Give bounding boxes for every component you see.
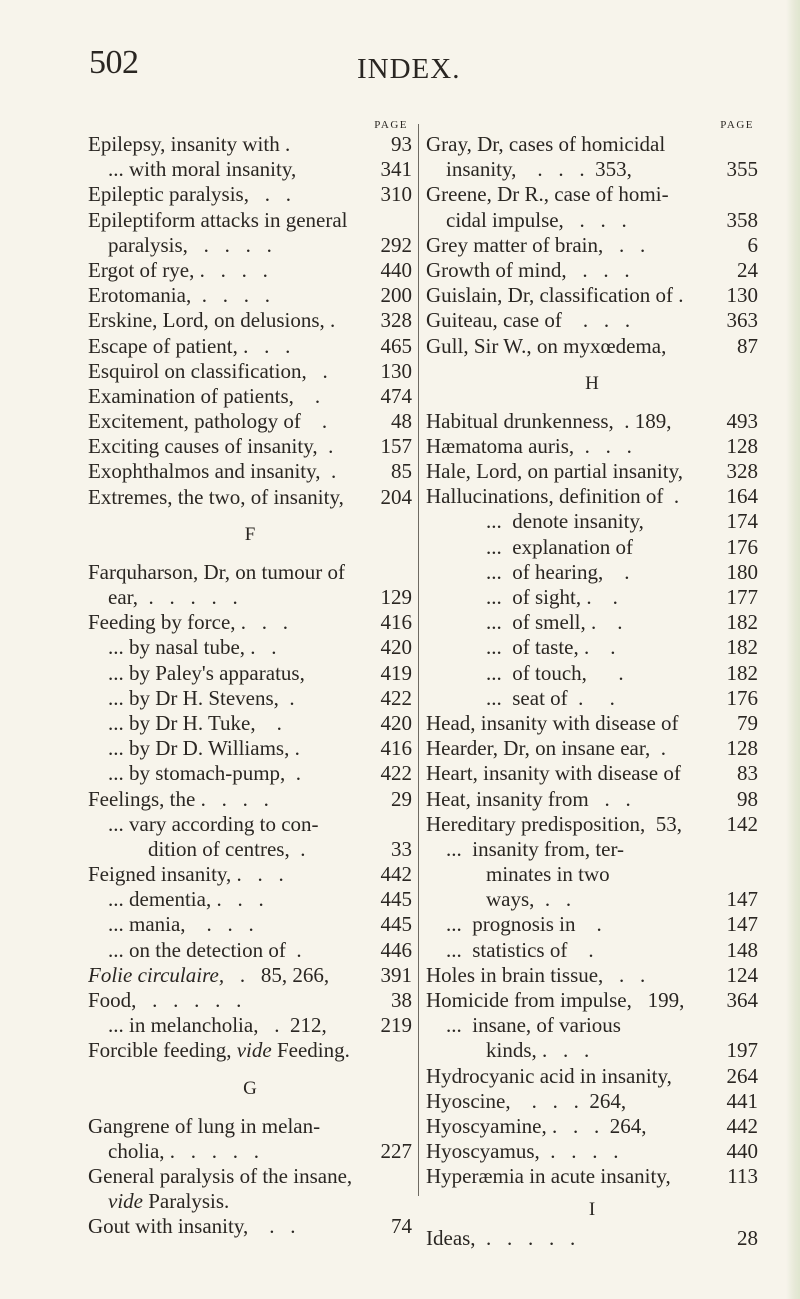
index-entry — [88, 182, 412, 207]
cross-reference-target: Feeding. — [271, 1038, 350, 1063]
entry-page-number: 422 — [380, 685, 412, 710]
entry-page-number — [408, 1114, 412, 1139]
entry-page-number: 148 — [726, 937, 758, 962]
entry-text — [88, 1189, 408, 1214]
entry-page-number: 174 — [726, 509, 758, 534]
entry-text: Habitual drunkenness, . 189, — [426, 408, 672, 433]
index-entry — [426, 1064, 758, 1089]
entry-text: ... in melancholia, . 212, — [108, 1013, 327, 1038]
index-entry — [426, 661, 758, 686]
entry-page-number: 328 — [380, 308, 412, 333]
entry-text: Hallucinations, definition of . — [426, 484, 680, 509]
index-entry — [426, 560, 758, 585]
entry-text: Hyoscyamus, . . . . — [426, 1139, 619, 1164]
entry-text: Excitement, pathology of . — [88, 409, 328, 434]
entry-page-number: 328 — [726, 459, 758, 484]
page-number: 502 — [89, 44, 139, 81]
entry-page-number: 358 — [726, 207, 758, 232]
entry-page-number: 441 — [726, 1088, 758, 1113]
index-entry — [88, 736, 412, 761]
entry-page-number: 147 — [726, 912, 758, 937]
entry-text: kinds, . . . — [486, 1038, 590, 1063]
entry-page-number: 128 — [726, 433, 758, 458]
entry-page-number — [408, 208, 412, 233]
index-entry — [88, 560, 412, 585]
entry-text: Greene, Dr R., case of homi- — [426, 182, 669, 207]
entry-page-number: 128 — [726, 736, 758, 761]
entry-text: Heat, insanity from . . — [426, 786, 631, 811]
index-entry — [88, 812, 412, 837]
entry-text: Farquharson, Dr, on tumour of — [88, 559, 345, 584]
entry-page-number: 177 — [726, 585, 758, 609]
entry-text: Gangrene of lung in melan- — [88, 1113, 321, 1138]
index-entry — [426, 535, 758, 560]
entry-page-number: 416 — [380, 736, 412, 761]
entry-text: Homicide from impulse, 199, — [426, 988, 685, 1012]
entry-page-number: 442 — [726, 1113, 758, 1138]
entry-text: paralysis, . . . . — [108, 232, 272, 257]
entry-text: Extremes, the two, of insanity, — [88, 484, 344, 509]
entry-page-number: 474 — [380, 383, 412, 408]
entry-page-number: 445 — [380, 912, 412, 937]
entry-text: Feeding by force, . . . — [88, 610, 289, 635]
entry-page-number: 182 — [726, 660, 758, 685]
entry-page-number: 38 — [391, 988, 412, 1012]
index-entry — [88, 661, 412, 686]
entry-text: ... denote insanity, — [486, 509, 644, 534]
index-entry — [426, 484, 758, 509]
entry-text: ... by Dr H. Stevens, . — [108, 685, 295, 710]
entry-page-number: 310 — [380, 182, 412, 207]
entry-page-number: 363 — [726, 308, 758, 333]
entry-page-number: 341 — [380, 157, 412, 182]
index-entry — [88, 434, 412, 459]
entry-text: Esquirol on classification, . — [88, 358, 328, 383]
entry-text: Epileptiform attacks in general — [88, 207, 348, 232]
entry-text: Exophthalmos and insanity, . — [88, 459, 337, 484]
entry-text: ... prognosis in . — [446, 912, 602, 937]
entry-page-number: 87 — [737, 333, 758, 358]
entry-text: Feigned insanity, . . . — [88, 862, 284, 887]
entry-text: ... of touch, . — [486, 660, 624, 685]
index-entry — [88, 485, 412, 510]
entry-page-number: 29 — [391, 786, 412, 811]
entry-page-number: 164 — [726, 484, 758, 509]
entry-text: ... of hearing, . — [486, 559, 630, 584]
index-entry — [88, 157, 412, 182]
entry-text: ... by nasal tube, . . — [108, 635, 277, 660]
entry-page-number: 420 — [380, 635, 412, 660]
index-entry — [426, 233, 758, 258]
entry-text: Hyoscyamine, . . . 264, — [426, 1113, 647, 1138]
entry-page-number — [408, 1164, 412, 1189]
index-entry — [88, 1139, 412, 1164]
index-entry — [426, 1139, 758, 1164]
index-entry — [88, 308, 412, 333]
entry-page-number — [754, 862, 758, 887]
index-entry — [426, 585, 758, 610]
entry-page-number: 130 — [726, 283, 758, 308]
index-entry — [426, 812, 758, 837]
entry-page-number: 142 — [726, 811, 758, 836]
entry-text: Exciting causes of insanity, . — [88, 434, 334, 459]
entry-text: ear, . . . . . — [108, 585, 238, 609]
entry-page-number: 24 — [737, 257, 758, 282]
entry-page-number: 83 — [737, 761, 758, 786]
index-entry — [88, 585, 412, 610]
entry-text: ... with moral insanity, — [108, 157, 297, 182]
entry-page-number: 355 — [726, 157, 758, 182]
index-entry — [88, 912, 412, 937]
index-entry — [88, 761, 412, 786]
entry-page-number: 416 — [380, 610, 412, 635]
index-entry — [88, 862, 412, 887]
entry-text: ... vary according to con- — [108, 811, 319, 836]
index-entry — [426, 887, 758, 912]
entry-text: Erskine, Lord, on delusions, . — [88, 308, 336, 333]
index-entry — [88, 1189, 412, 1214]
entry-text: Erotomania, . . . . — [88, 283, 270, 308]
index-entry — [88, 258, 412, 283]
entry-text: Growth of mind, . . . — [426, 257, 630, 282]
index-entry — [426, 963, 758, 988]
index-column-right — [426, 118, 758, 1251]
entry-text: minates in two — [486, 862, 610, 887]
index-entry — [426, 409, 758, 434]
index-entry — [426, 182, 758, 207]
entry-text: Gray, Dr, cases of homicidal — [426, 132, 666, 156]
running-head: INDEX. — [357, 53, 461, 85]
section-letter: I — [588, 1198, 596, 1220]
index-entry — [426, 610, 758, 635]
cross-reference-target: Paralysis. — [142, 1189, 230, 1214]
entry-text: ... on the detection of . — [108, 937, 302, 962]
index-entry — [426, 862, 758, 887]
entry-text: Guislain, Dr, classification of . — [426, 283, 684, 308]
entry-text-rest: . 85, 266, — [224, 962, 330, 987]
entry-page-number — [408, 560, 412, 585]
entry-text: Ideas, . . . . . — [426, 1225, 576, 1250]
entry-text: Holes in brain tissue, . . — [426, 962, 646, 987]
index-entry — [426, 938, 758, 963]
index-entry — [88, 963, 412, 988]
vide-reference: vide — [108, 1189, 143, 1214]
index-entry — [426, 1164, 758, 1189]
entry-page-number: 204 — [380, 484, 412, 509]
entry-page-number: 292 — [380, 232, 412, 257]
entry-term-italic: Folie circulaire, — [88, 962, 225, 987]
index-entry — [426, 132, 758, 157]
entry-text: ways, . . — [486, 887, 572, 912]
entry-page-number: 33 — [391, 836, 412, 861]
entry-text: cidal impulse, . . . — [446, 207, 627, 232]
index-entry — [88, 1013, 412, 1038]
index-entry — [88, 359, 412, 384]
entry-text: insanity, . . . 353, — [446, 157, 632, 182]
entry-page-number: 48 — [391, 409, 412, 434]
entry-page-number: 446 — [380, 937, 412, 962]
index-entry — [88, 686, 412, 711]
entry-page-number: 465 — [380, 333, 412, 358]
entry-page-number: 419 — [380, 660, 412, 685]
index-entry — [426, 787, 758, 812]
index-entry — [88, 1214, 412, 1239]
index-entry — [426, 509, 758, 534]
index-entry — [88, 233, 412, 258]
entry-page-number: 130 — [380, 358, 412, 383]
entry-page-number: 219 — [380, 1013, 412, 1038]
column-divider — [418, 124, 419, 1196]
entry-page-number — [408, 1038, 412, 1063]
index-entry — [88, 711, 412, 736]
entry-text: Food, . . . . . — [88, 988, 242, 1012]
entry-page-number: 129 — [380, 585, 412, 609]
entry-text: Grey matter of brain, . . — [426, 232, 646, 257]
section-letter: H — [585, 372, 599, 394]
entry-text: ... by Paley's apparatus, — [108, 660, 305, 685]
entry-text: ... of sight, . . — [486, 585, 618, 609]
index-entry — [426, 635, 758, 660]
entry-text: cholia, . . . . . — [108, 1138, 260, 1163]
page-column-label: PAGE — [720, 119, 754, 131]
entry-page-number: 93 — [391, 132, 412, 156]
index-entry — [88, 409, 412, 434]
index-entry — [426, 283, 758, 308]
index-entry — [88, 938, 412, 963]
entry-text — [88, 963, 377, 988]
entry-text: ... by Dr D. Williams, . — [108, 736, 300, 761]
entry-text: Examination of patients, . — [88, 383, 321, 408]
index-entry — [426, 686, 758, 711]
entry-page-number: 440 — [726, 1139, 758, 1164]
entry-page-number: 182 — [726, 610, 758, 635]
index-entry — [88, 1164, 412, 1189]
entry-text: ... by stomach-pump, . — [108, 761, 302, 786]
entry-page-number: 6 — [747, 232, 758, 257]
entry-page-number — [754, 1013, 758, 1038]
entry-text: Hereditary predisposition, 53, — [426, 811, 683, 836]
entry-text: Gull, Sir W., on myxœdema, — [426, 333, 667, 358]
entry-page-number: 28 — [737, 1225, 758, 1250]
entry-text: ... statistics of . — [446, 937, 594, 962]
entry-page-number: 176 — [726, 534, 758, 559]
entry-page-number: 391 — [380, 962, 412, 987]
entry-page-number: 445 — [380, 887, 412, 912]
entry-text: ... dementia, . . . — [108, 887, 264, 912]
entry-text: ... explanation of — [486, 534, 633, 559]
index-entry — [88, 208, 412, 233]
entry-text: Hydrocyanic acid in insanity, — [426, 1063, 672, 1088]
entry-page-number: 197 — [726, 1038, 758, 1063]
entry-text: Epileptic paralysis, . . — [88, 182, 291, 207]
entry-text: ... of taste, . . — [486, 635, 616, 660]
index-entry — [426, 1013, 758, 1038]
entry-text: dition of centres, . — [148, 836, 306, 861]
entry-text: Hyoscine, . . . 264, — [426, 1088, 627, 1113]
index-entry — [88, 610, 412, 635]
index-entry — [88, 887, 412, 912]
entry-text: ... of smell, . . — [486, 610, 623, 635]
entry-page-number: 442 — [380, 862, 412, 887]
entry-text: ... insanity from, ter- — [446, 836, 625, 861]
page-edge — [786, 0, 800, 1299]
index-entry — [88, 334, 412, 359]
entry-page-number: 124 — [726, 962, 758, 987]
index-entry — [88, 837, 412, 862]
index-entry — [88, 384, 412, 409]
entry-page-number: 176 — [726, 685, 758, 710]
entry-page-number: 264 — [726, 1063, 758, 1088]
entry-text: Epilepsy, insanity with . — [88, 132, 291, 156]
vide-reference: vide — [236, 1038, 272, 1063]
entry-text: Hale, Lord, on partial insanity, — [426, 459, 683, 484]
index-entry — [426, 434, 758, 459]
index-entry — [426, 459, 758, 484]
entry-page-number: 180 — [726, 559, 758, 584]
index-entry — [88, 459, 412, 484]
page-column-label: PAGE — [374, 119, 408, 131]
index-entry — [426, 1038, 758, 1063]
entry-text: Gout with insanity, . . — [88, 1214, 296, 1239]
index-entry — [426, 1089, 758, 1114]
entry-page-number: 157 — [380, 434, 412, 459]
entry-page-number — [754, 132, 758, 157]
index-entry — [426, 988, 758, 1013]
entry-page-number: 364 — [726, 988, 758, 1012]
entry-page-number: 420 — [380, 710, 412, 735]
entry-page-number — [754, 837, 758, 862]
entry-page-number: 74 — [391, 1214, 412, 1239]
index-entry — [426, 1114, 758, 1139]
entry-page-number: 182 — [726, 635, 758, 660]
index-entry — [88, 1114, 412, 1139]
entry-text: ... insane, of various — [446, 1013, 621, 1038]
index-entry — [426, 208, 758, 233]
entry-text: Hearder, Dr, on insane ear, . — [426, 736, 667, 761]
entry-page-number: 147 — [726, 887, 758, 912]
entry-text: ... seat of . . — [486, 685, 615, 710]
entry-page-number: 98 — [737, 786, 758, 811]
entry-page-number: 440 — [380, 257, 412, 282]
index-entry — [88, 1038, 412, 1063]
section-letter: F — [244, 523, 256, 545]
entry-page-number — [408, 812, 412, 837]
index-entry — [426, 761, 758, 786]
entry-text: Heart, insanity with disease of — [426, 761, 681, 786]
entry-page-number: 200 — [380, 283, 412, 308]
entry-text-lead: Forcible feeding, — [88, 1038, 237, 1063]
index-entry — [426, 1226, 758, 1251]
entry-page-number — [754, 182, 758, 207]
index-column-left — [88, 118, 412, 1240]
index-entry — [426, 157, 758, 182]
index-entry — [426, 736, 758, 761]
index-entry — [88, 283, 412, 308]
index-entry — [426, 837, 758, 862]
index-entry — [426, 912, 758, 937]
entry-page-number: 227 — [380, 1138, 412, 1163]
index-entry — [88, 635, 412, 660]
entry-text: General paralysis of the insane, — [88, 1163, 353, 1188]
entry-text: Hyperæmia in acute insanity, — [426, 1164, 671, 1189]
entry-page-number: 85 — [391, 459, 412, 484]
section-letter: G — [243, 1077, 257, 1099]
index-entry — [88, 132, 412, 157]
entry-text: Hæmatoma auris, . . . — [426, 433, 632, 458]
index-entry — [426, 308, 758, 333]
entry-page-number: 493 — [726, 408, 758, 433]
index-entry — [426, 334, 758, 359]
entry-page-number: 422 — [380, 761, 412, 786]
entry-text: Feelings, the . . . . — [88, 786, 269, 811]
entry-text — [88, 1038, 408, 1063]
index-entry — [88, 787, 412, 812]
entry-page-number: 113 — [727, 1164, 758, 1189]
entry-text: Guiteau, case of . . . — [426, 308, 631, 333]
entry-text: Ergot of rye, . . . . — [88, 257, 268, 282]
entry-page-number: 79 — [737, 710, 758, 735]
entry-text: Head, insanity with disease of — [426, 710, 679, 735]
entry-text: Escape of patient, . . . — [88, 333, 291, 358]
index-entry — [88, 988, 412, 1013]
index-entry — [426, 258, 758, 283]
index-entry — [426, 711, 758, 736]
entry-page-number — [408, 1189, 412, 1214]
entry-text: ... by Dr H. Tuke, . — [108, 710, 282, 735]
entry-text: ... mania, . . . — [108, 912, 254, 937]
